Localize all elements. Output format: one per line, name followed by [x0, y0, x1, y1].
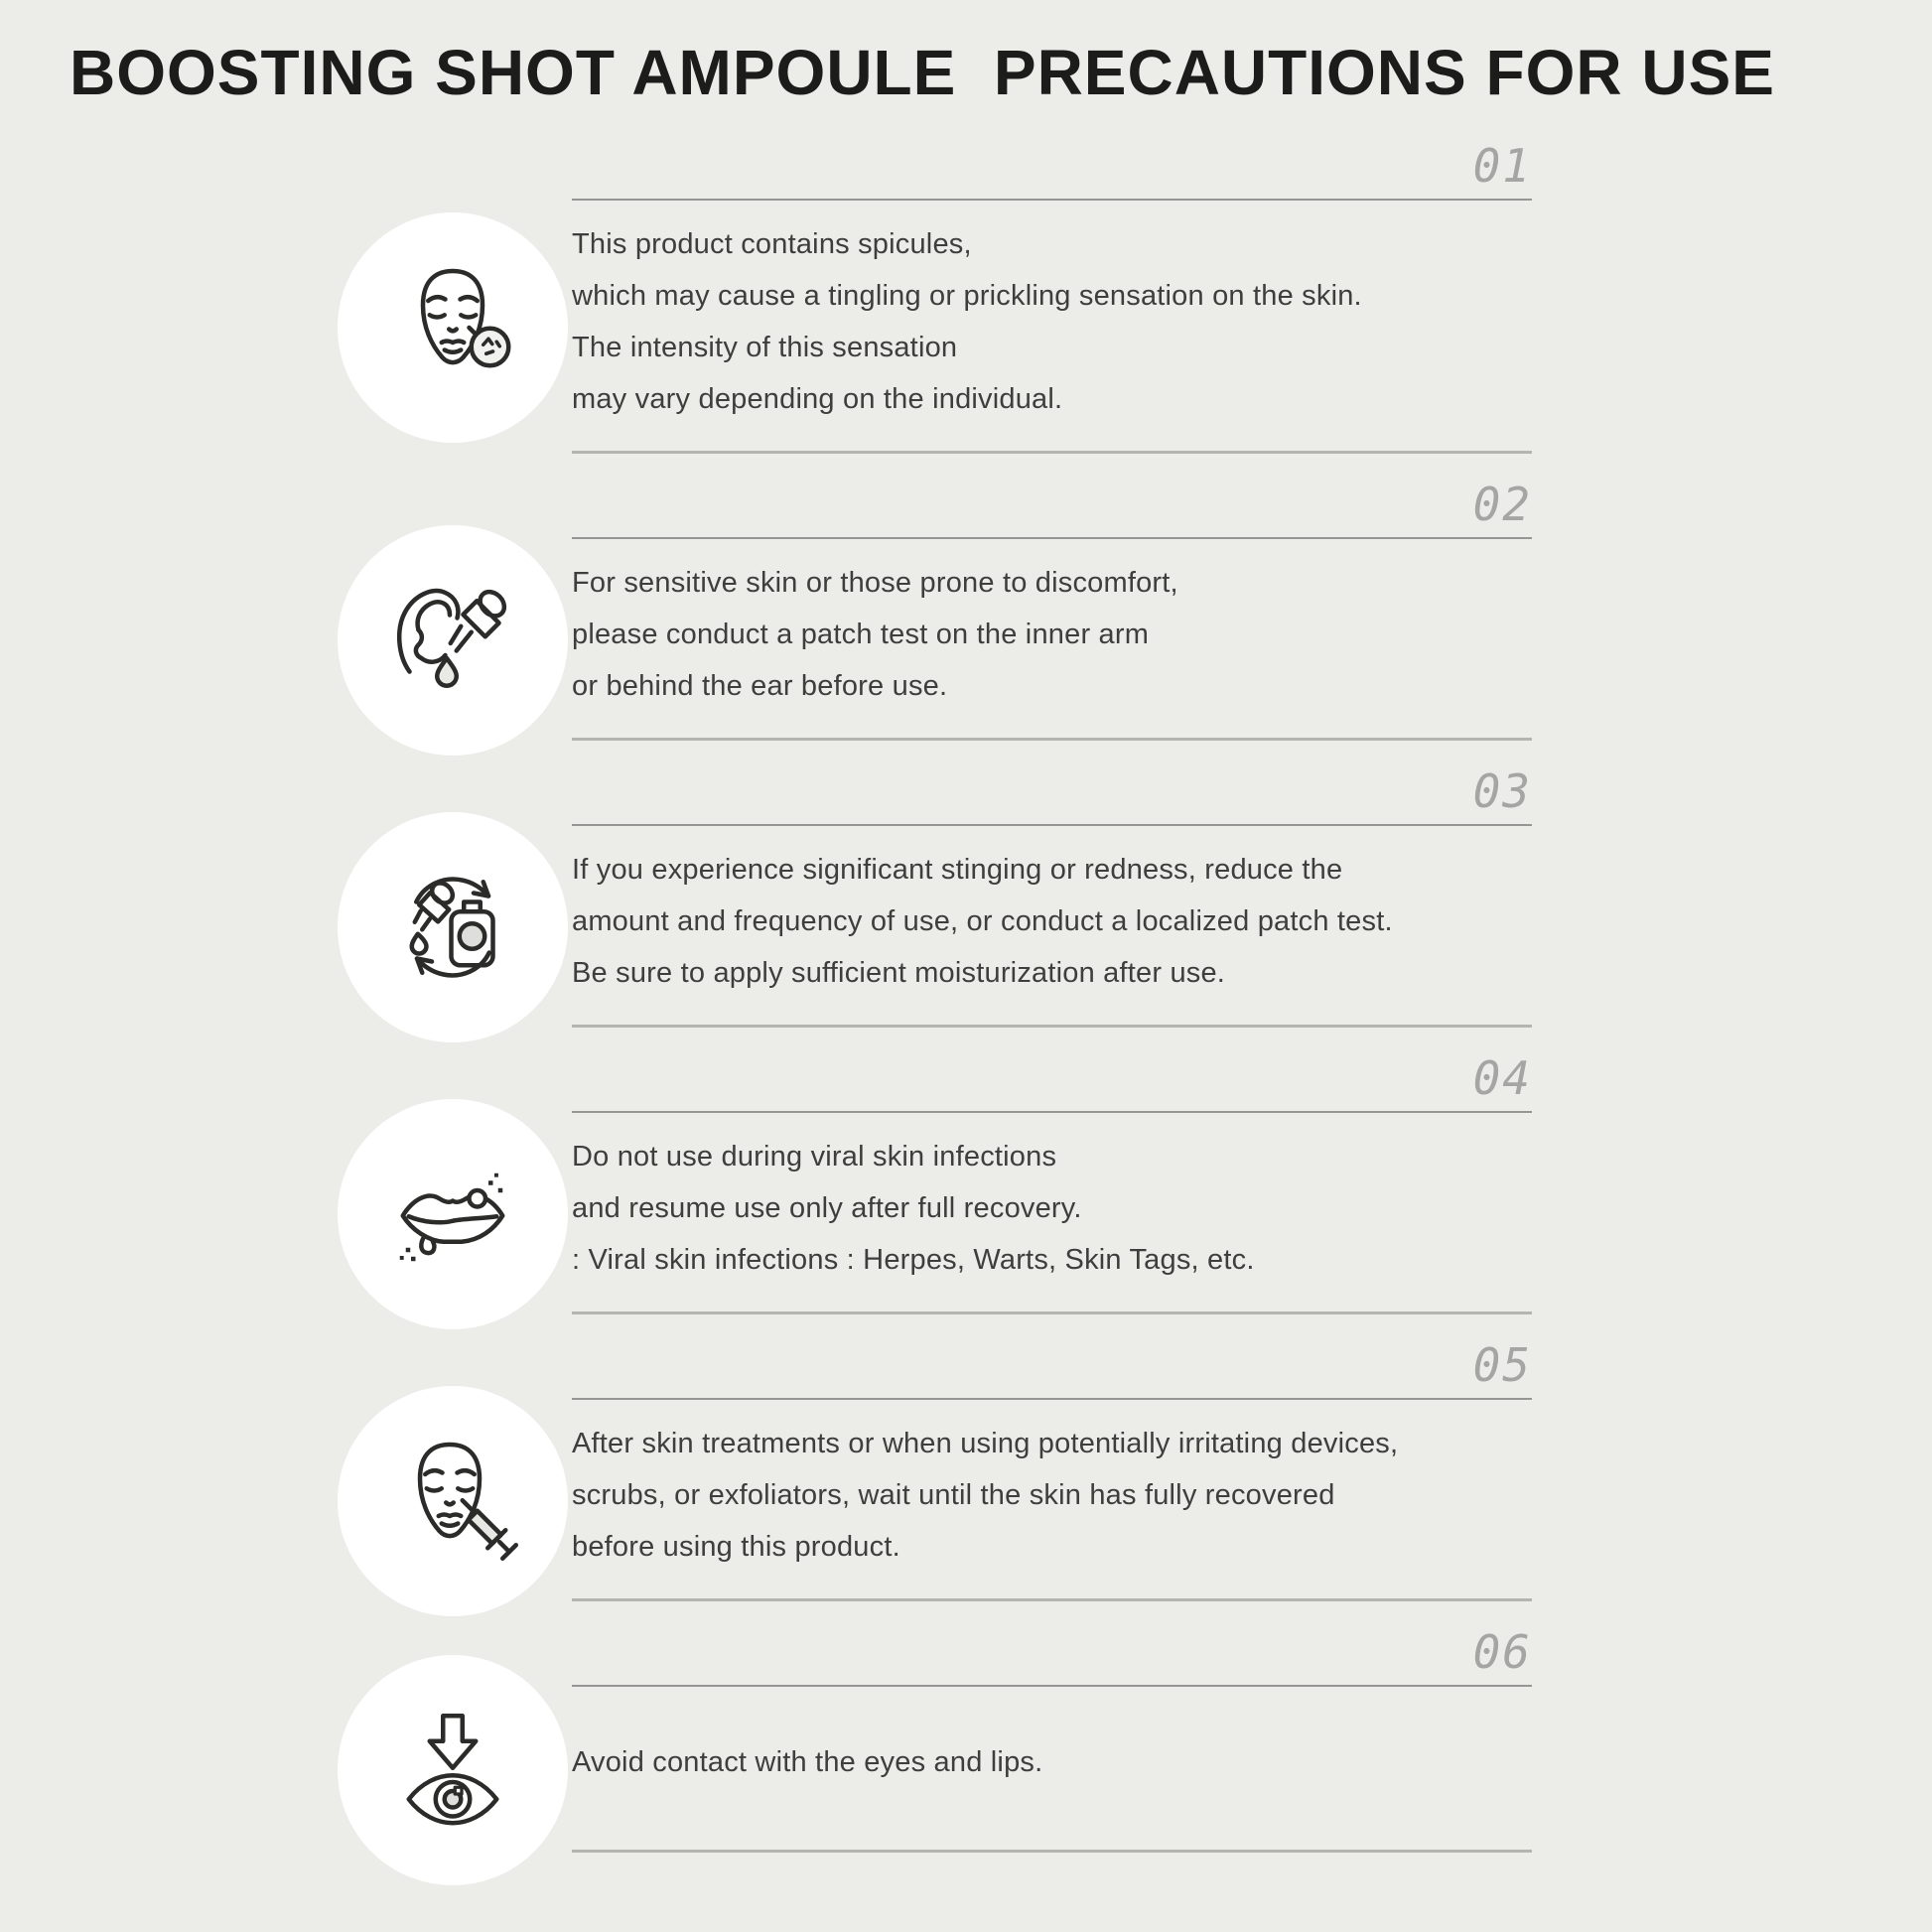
- precaution-text-line: This product contains spicules,: [572, 228, 972, 260]
- page-title: BOOSTING SHOT AMPOULE PRECAUTIONS FOR USE: [69, 37, 1775, 108]
- precaution-text-line: and resume use only after full recovery.: [572, 1192, 1082, 1224]
- precaution-text: [572, 1687, 1532, 1850]
- precaution-text-line: before using this product.: [572, 1531, 900, 1563]
- icon-column-04: [69, 1056, 572, 1287]
- precaution-section-03: [69, 741, 1863, 1028]
- icon-column-05: [69, 1343, 572, 1574]
- precaution-text-line: which may cause a tingling or prickling sensation on the skin.: [572, 280, 1362, 312]
- precaution-text-line: If you experience significant stinging or redness, reduce the: [572, 854, 1343, 886]
- precaution-section-05: [69, 1314, 1863, 1601]
- precaution-text-line: amount and frequency of use, or conduct a localized patch test.: [572, 905, 1393, 937]
- precaution-text: [572, 201, 1532, 451]
- content-04: [572, 1028, 1532, 1314]
- content-03: [572, 741, 1532, 1028]
- ear-dropper-icon: [338, 525, 568, 756]
- section-number: 05: [1472, 1338, 1532, 1392]
- precaution-section-04: [69, 1028, 1863, 1314]
- icon-column-02: [69, 483, 572, 713]
- precaution-text: [572, 539, 1532, 738]
- section-number: 01: [1472, 139, 1532, 193]
- section-number: 02: [1472, 478, 1532, 531]
- face-syringe-icon: [338, 1386, 568, 1616]
- precaution-text: [572, 1113, 1532, 1311]
- eye-down-arrow-icon: [338, 1655, 568, 1885]
- lips-sore-icon: [338, 1099, 568, 1329]
- precaution-text-line: may vary depending on the individual.: [572, 383, 1063, 415]
- precaution-text-line: For sensitive skin or those prone to discomfort,: [572, 567, 1178, 599]
- precaution-text: [572, 826, 1532, 1025]
- section-number: 03: [1472, 764, 1532, 818]
- content-05: [572, 1314, 1532, 1601]
- precaution-text-line: Avoid contact with the eyes and lips.: [572, 1746, 1043, 1778]
- precaution-text-line: scrubs, or exfoliators, wait until the skin has fully recovered: [572, 1479, 1335, 1511]
- content-06: [572, 1601, 1532, 1853]
- precaution-text-line: After skin treatments or when using potentially irritating devices,: [572, 1428, 1399, 1459]
- precaution-text: [572, 1400, 1532, 1598]
- precaution-section-02: [69, 454, 1863, 741]
- icon-column-06: [69, 1612, 572, 1843]
- divider-bottom: [572, 1850, 1532, 1853]
- icon-column-01: [69, 170, 572, 400]
- precaution-section-01: [69, 115, 1863, 454]
- section-number: 06: [1472, 1625, 1532, 1679]
- icon-column-03: [69, 769, 572, 1000]
- precaution-text-line: please conduct a patch test on the inner arm: [572, 619, 1150, 650]
- precaution-text-line: or behind the ear before use.: [572, 670, 948, 702]
- precaution-text-line: Be sure to apply sufficient moisturization after use.: [572, 957, 1226, 989]
- face-magnifier-icon: [338, 212, 568, 443]
- precaution-text-line: Do not use during viral skin infections: [572, 1141, 1057, 1173]
- content-01: [572, 115, 1532, 454]
- section-number: 04: [1472, 1051, 1532, 1105]
- content-02: [572, 454, 1532, 741]
- precaution-text-line: The intensity of this sensation: [572, 332, 958, 363]
- precaution-section-06: [69, 1601, 1863, 1853]
- dropper-bottle-cycle-icon: [338, 812, 568, 1042]
- precaution-text-line: : Viral skin infections : Herpes, Warts, Skin Tags, etc.: [572, 1244, 1255, 1276]
